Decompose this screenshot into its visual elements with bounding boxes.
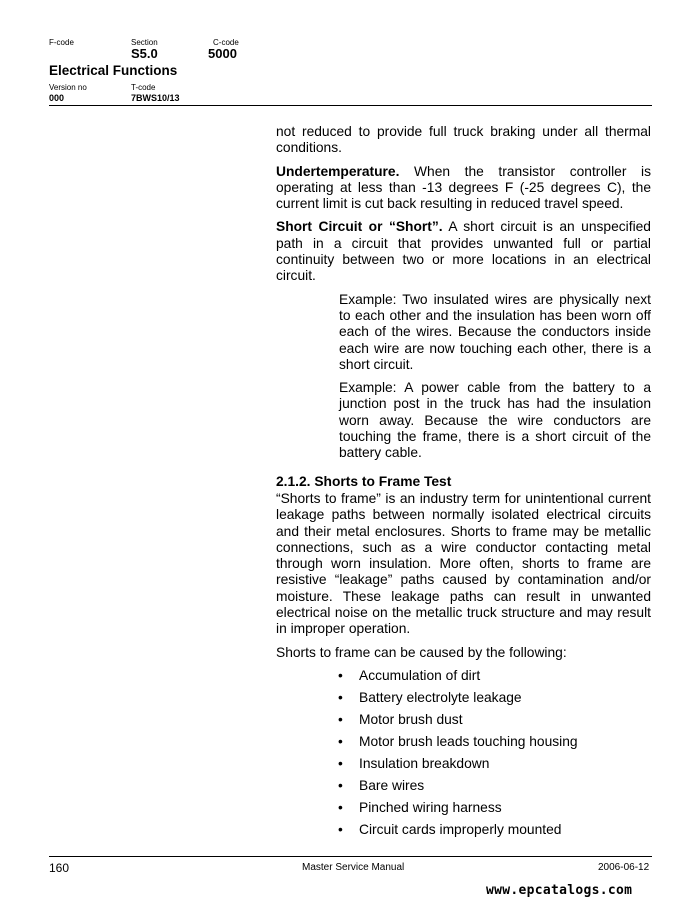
list-item bbox=[338, 668, 651, 684]
bullet-icon: • bbox=[338, 667, 343, 683]
list-item bbox=[338, 690, 651, 706]
list-item-text: Insulation breakdown bbox=[359, 755, 490, 771]
list-item-text: Motor brush leads touching housing bbox=[359, 733, 578, 749]
list-item bbox=[338, 712, 651, 728]
paragraph-short-circuit bbox=[276, 219, 651, 284]
version-label: Version no bbox=[49, 83, 87, 92]
bullet-icon: • bbox=[338, 799, 343, 815]
ccode-label: C-code bbox=[213, 38, 239, 47]
short-circuit-heading: Short Circuit or “Short”. bbox=[276, 219, 443, 235]
bullet-icon: • bbox=[338, 711, 343, 727]
bullet-icon: • bbox=[338, 777, 343, 793]
fcode-label: F-code bbox=[49, 38, 74, 47]
example-paragraph-2: Example: A power cable from the battery to a junction post in the truck has had the insulation worn away. Because the wire conductors are touching the frame, there is a short circuit of the battery cable. bbox=[339, 380, 651, 461]
list-item-text: Accumulation of dirt bbox=[359, 667, 481, 683]
section-heading: 2.1.2. Shorts to Frame Test bbox=[276, 473, 452, 489]
version-value: 000 bbox=[49, 93, 65, 103]
section-paragraph: “Shorts to frame” is an industry term for unintentional current leakage paths between normally isolated electrical circuits and their metal enclosures. Shorts to frame may be metallic connections, such as a wire conductor contacting metal through worn insulation. More often, shorts to frame are resistive “leakage” paths caused by contamination and/or moisture. These leakage paths can result in unwanted electrical noise on the metallic truck structure and may result in improper operation. bbox=[276, 490, 651, 637]
list-item-text: Motor brush dust bbox=[359, 711, 463, 727]
main-content bbox=[276, 124, 651, 844]
list-item bbox=[338, 756, 651, 772]
manual-title: Master Service Manual bbox=[302, 862, 405, 873]
section-label: Section bbox=[131, 38, 158, 47]
bullet-icon: • bbox=[338, 755, 343, 771]
short-circuit-text: A short circuit is an unspecified path in a circuit that provides unwanted full or partial continuity between two or more locations in an electrical circuit. bbox=[276, 219, 651, 284]
list-item bbox=[338, 734, 651, 750]
header-divider bbox=[49, 105, 652, 106]
page-number: 160 bbox=[49, 861, 70, 875]
list-item-text: Pinched wiring harness bbox=[359, 799, 502, 815]
list-item bbox=[338, 800, 651, 816]
list-item-text: Battery electrolyte leakage bbox=[359, 689, 522, 705]
paragraph-undertemperature bbox=[276, 164, 651, 213]
undertemperature-text: When the transistor controller is operating at less than -13 degrees F (-25 degrees C), the current limit is cut back resulting in reduced travel speed. bbox=[276, 163, 651, 212]
list-item-text: Circuit cards improperly mounted bbox=[359, 821, 562, 837]
list-item bbox=[338, 778, 651, 794]
causes-list bbox=[276, 668, 651, 838]
watermark-url: www.epcatalogs.com bbox=[486, 883, 633, 898]
footer-divider bbox=[49, 856, 652, 857]
paragraph-continuation: not reduced to provide full truck braking under all thermal conditions. bbox=[276, 124, 651, 156]
tcode-label: T-code bbox=[131, 83, 156, 92]
tcode-value: 7BWS10/13 bbox=[131, 93, 180, 103]
undertemperature-heading: Undertemperature. bbox=[276, 163, 400, 179]
bullet-icon: • bbox=[338, 821, 343, 837]
footer-date: 2006-06-12 bbox=[598, 862, 650, 873]
bullet-icon: • bbox=[338, 689, 343, 705]
bullet-icon: • bbox=[338, 733, 343, 749]
section-value: S5.0 bbox=[131, 46, 158, 61]
page-title: Electrical Functions bbox=[49, 63, 178, 78]
ccode-value: 5000 bbox=[208, 46, 237, 61]
list-item bbox=[338, 822, 651, 838]
example-paragraph-1: Example: Two insulated wires are physically next to each other and the insulation has been worn off each of the wires. Because the conductors inside each wire are now touching each other, there is a short circuit. bbox=[339, 291, 651, 372]
list-item-text: Bare wires bbox=[359, 777, 425, 793]
causes-intro: Shorts to frame can be caused by the following: bbox=[276, 644, 567, 660]
